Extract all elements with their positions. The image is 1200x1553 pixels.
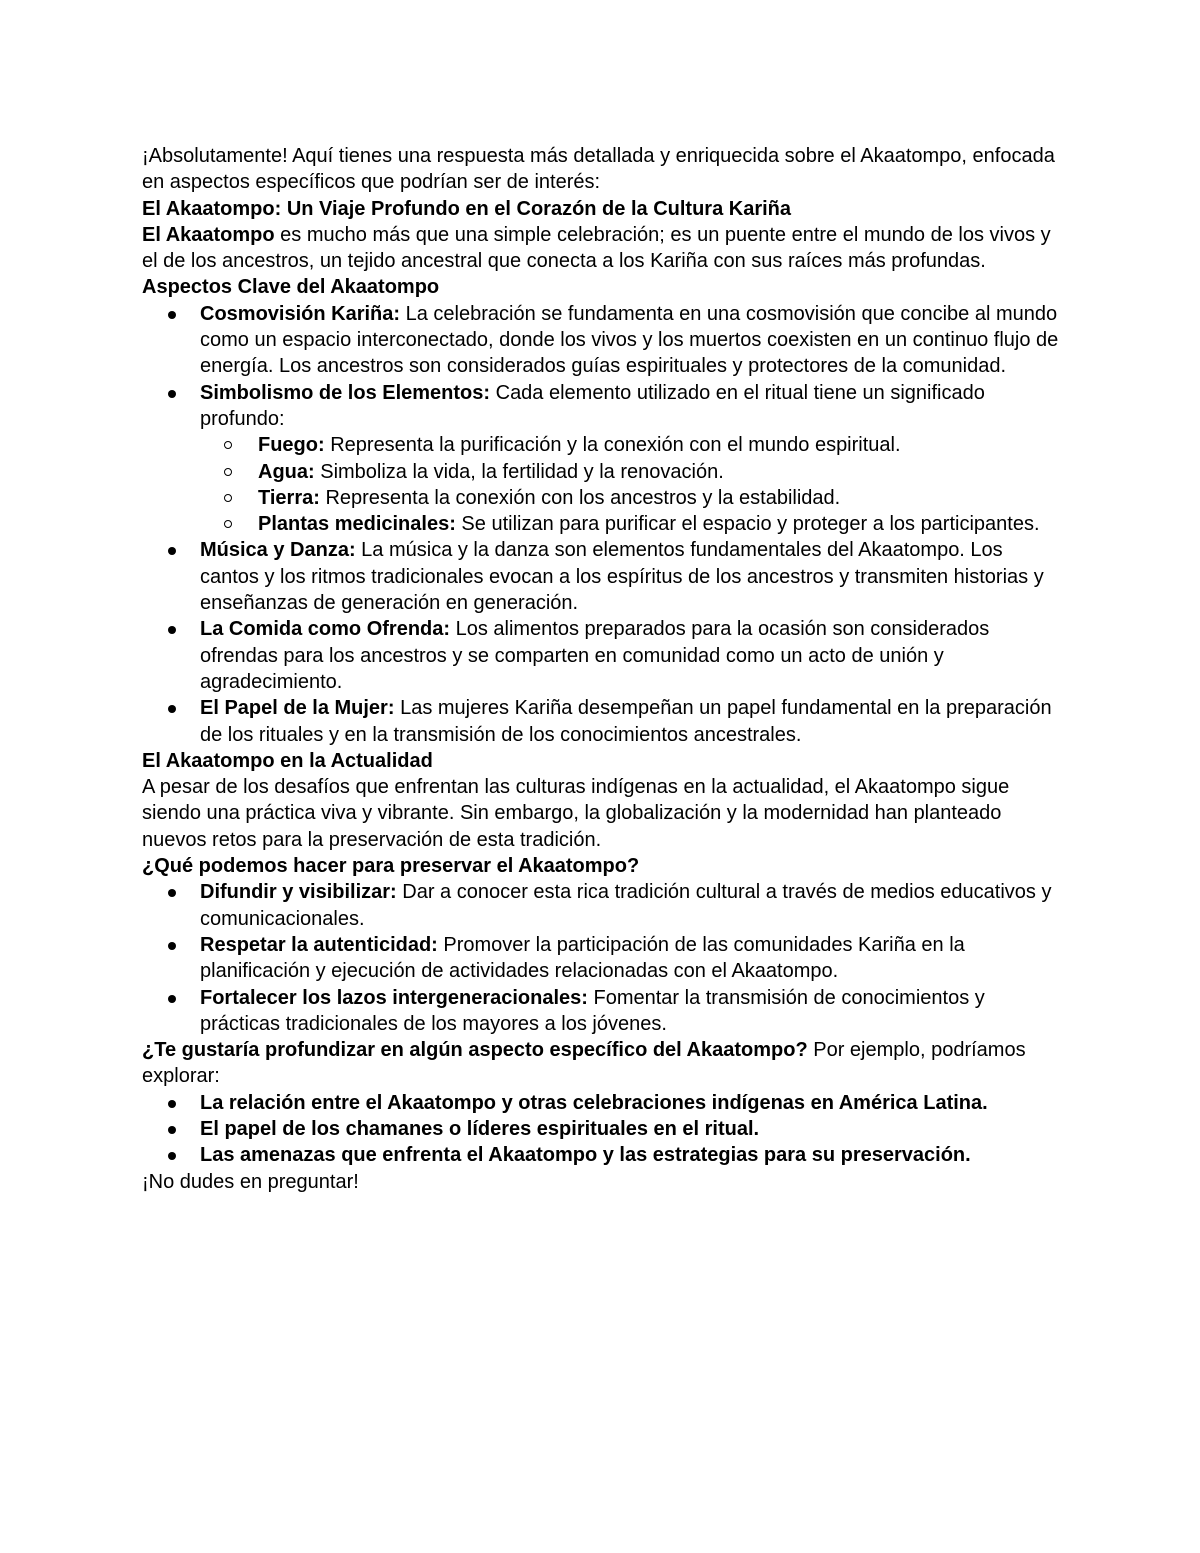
item-term: Respetar la autenticidad: [200, 933, 438, 956]
item-term: Plantas medicinales: [258, 513, 456, 536]
sublist-item [142, 432, 1062, 458]
item-text: Dar a conocer esta rica tradición cultural a través de medios educativos y comunicacionales. [200, 881, 1052, 930]
list-item [142, 879, 1062, 932]
question-text: Por ejemplo, podríamos explorar: [142, 1039, 1026, 1088]
aspects-list [142, 301, 1062, 748]
item-text: La música y la danza son elementos fundamentales del Akaatompo. Los cantos y los ritmos tradicionales evocan a los espíritus de los ancestros y transmiten historias y enseñanzas de generación en generación. [200, 539, 1044, 615]
list-item: Las amenazas que enfrenta el Akaatompo y las estrategias para su preservación. [142, 1142, 1062, 1168]
item-text: Representa la purificación y la conexión con el mundo espiritual. [324, 434, 901, 457]
lead-strong: El Akaatompo [142, 223, 275, 246]
list-item: La relación entre el Akaatompo y otras celebraciones indígenas en América Latina. [142, 1090, 1062, 1116]
lead-paragraph [142, 222, 1062, 275]
question-paragraph [142, 1037, 1062, 1090]
closing-paragraph: ¡No dudes en preguntar! [142, 1170, 359, 1193]
list-item [142, 616, 1062, 695]
list-item [142, 537, 1062, 616]
item-text: Se utilizan para purificar el espacio y proteger a los participantes. [455, 513, 1040, 536]
sublist-item [142, 485, 1062, 511]
list-item [142, 932, 1062, 985]
item-term: Tierra: [258, 486, 320, 509]
item-term: Simbolismo de los Elementos: [200, 381, 491, 404]
topics-list [142, 1090, 1062, 1169]
item-term: Difundir y visibilizar: [200, 881, 397, 904]
document-page [142, 143, 1062, 1195]
item-term: El Papel de la Mujer: [200, 697, 395, 720]
list-item [142, 380, 1062, 538]
list-item: El papel de los chamanes o líderes espirituales en el ritual. [142, 1116, 1062, 1142]
intro-paragraph: ¡Absolutamente! Aquí tienes una respuesta más detallada y enriquecida sobre el Akaatompo, enfocada en aspectos específicos que podrían ser de interés: [142, 145, 1055, 194]
item-term: La Comida como Ofrenda: [200, 618, 451, 641]
today-heading: El Akaatompo en la Actualidad [142, 749, 433, 772]
item-term: Fuego: [258, 434, 325, 457]
item-text: Representa la conexión con los ancestros y la estabilidad. [319, 486, 841, 509]
sublist-item [142, 511, 1062, 537]
aspects-heading: Aspectos Clave del Akaatompo [142, 276, 440, 299]
lead-text: es mucho más que una simple celebración; es un puente entre el mundo de los vivos y el de los ancestros, un tejido ancestral que conecta a los Kariña con sus raíces más profundas. [142, 223, 1051, 273]
elements-sublist [142, 432, 1062, 537]
document-title: El Akaatompo: Un Viaje Profundo en el Corazón de la Cultura Kariña [142, 197, 791, 220]
item-text: Los alimentos preparados para la ocasión son considerados ofrendas para los ancestros y se comparten en comunidad como un acto de unión y agradecimiento. [200, 618, 990, 693]
item-text: La celebración se fundamenta en una cosmovisión que concibe al mundo como un espacio interconectado, donde los vivos y los muertos coexisten en un continuo flujo de energía. Los ancestros son considerados guías espirituales y protectores de la comunidad. [200, 302, 1059, 378]
list-item [142, 301, 1062, 380]
item-term: Música y Danza: [200, 539, 356, 562]
item-text: Las mujeres Kariña desempeñan un papel fundamental en la preparación de los rituales y en la transmisión de los conocimientos ancestrales. [200, 697, 1052, 746]
preserve-heading: ¿Qué podemos hacer para preservar el Akaatompo? [142, 855, 640, 878]
item-text: Cada elemento utilizado en el ritual tiene un significado profundo: [200, 381, 985, 430]
sublist-item [142, 459, 1062, 485]
item-term: Fortalecer los lazos intergeneracionales: [200, 986, 588, 1009]
list-item [142, 985, 1062, 1038]
item-text: Promover la participación de las comunidades Kariña en la planificación y ejecución de actividades relacionadas con el Akaatompo. [200, 933, 965, 983]
item-text: Simboliza la vida, la fertilidad y la renovación. [314, 460, 724, 483]
list-item [142, 695, 1062, 748]
question-strong: ¿Te gustaría profundizar en algún aspecto específico del Akaatompo? [142, 1039, 808, 1062]
preserve-list [142, 879, 1062, 1037]
item-term: Cosmovisión Kariña: [200, 302, 401, 325]
item-text: Fomentar la transmisión de conocimientos y prácticas tradicionales de los mayores a los jóvenes. [200, 986, 985, 1035]
item-term: Agua: [258, 460, 315, 483]
today-paragraph: A pesar de los desafíos que enfrentan las culturas indígenas en la actualidad, el Akaatompo sigue siendo una práctica viva y vibrante. Sin embargo, la globalización y la modernidad han planteado nuevos retos para la preservación de esta tradición. [142, 776, 1010, 851]
